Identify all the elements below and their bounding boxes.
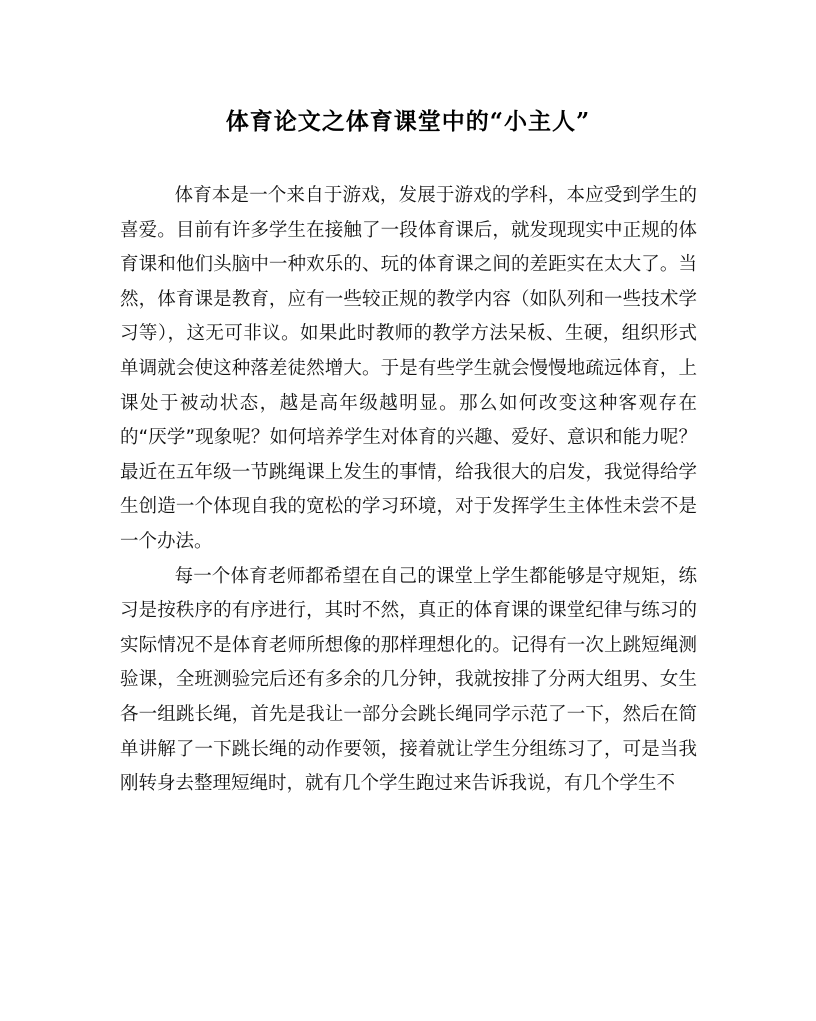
document-title: 体育论文之体育课堂中的“小主人” <box>225 108 591 135</box>
document-body <box>120 179 697 802</box>
paragraph-1: 体育本是一个来自于游戏，发展于游戏的学科，本应受到学生的喜爱。目前有许多学生在接触了一段体育课后，就发现现实中正规的体育课和他们头脑中一种欢乐的、玩的体育课之间的差距实在太大了。当然，体育课是教育，应有一些较正规的教学内容（如队列和一些技术学习等），这无可非议。如果此时教师的教学方法呆板、生硬，组织形式单调就会使这种落差徒然增大。于是有些学生就会慢慢地疏远体育，上课处于被动状态，越是高年级越明显。那么如何改变这种客观存在的“厌学”现象呢？如何培养学生对体育的兴趣、爱好、意识和能力呢？最近在五年级一节跳绳课上发生的事情，给我很大的启发，我觉得给学生创造一个体现自我的宽松的学习环境，对于发挥学生主体性未尝不是一个办法。 <box>120 185 697 552</box>
paragraph-2: 每一个体育老师都希望在自己的课堂上学生都能够是守规矩，练习是按秩序的有序进行，其时不然，真正的体育课的课堂纪律与练习的实际情况不是体育老师所想像的那样理想化的。记得有一次上跳短绳测验课，全班测验完后还有多余的几分钟，我就按排了分两大组男、女生各一组跳长绳，首先是我让一部分会跳长绳同学示范了一下，然后在简单讲解了一下跳长绳的动作要领，接着就让学生分组练习了，可是当我刚转身去整理短绳时，就有几个学生跑过来告诉我说，有几个学生不 <box>120 565 697 795</box>
